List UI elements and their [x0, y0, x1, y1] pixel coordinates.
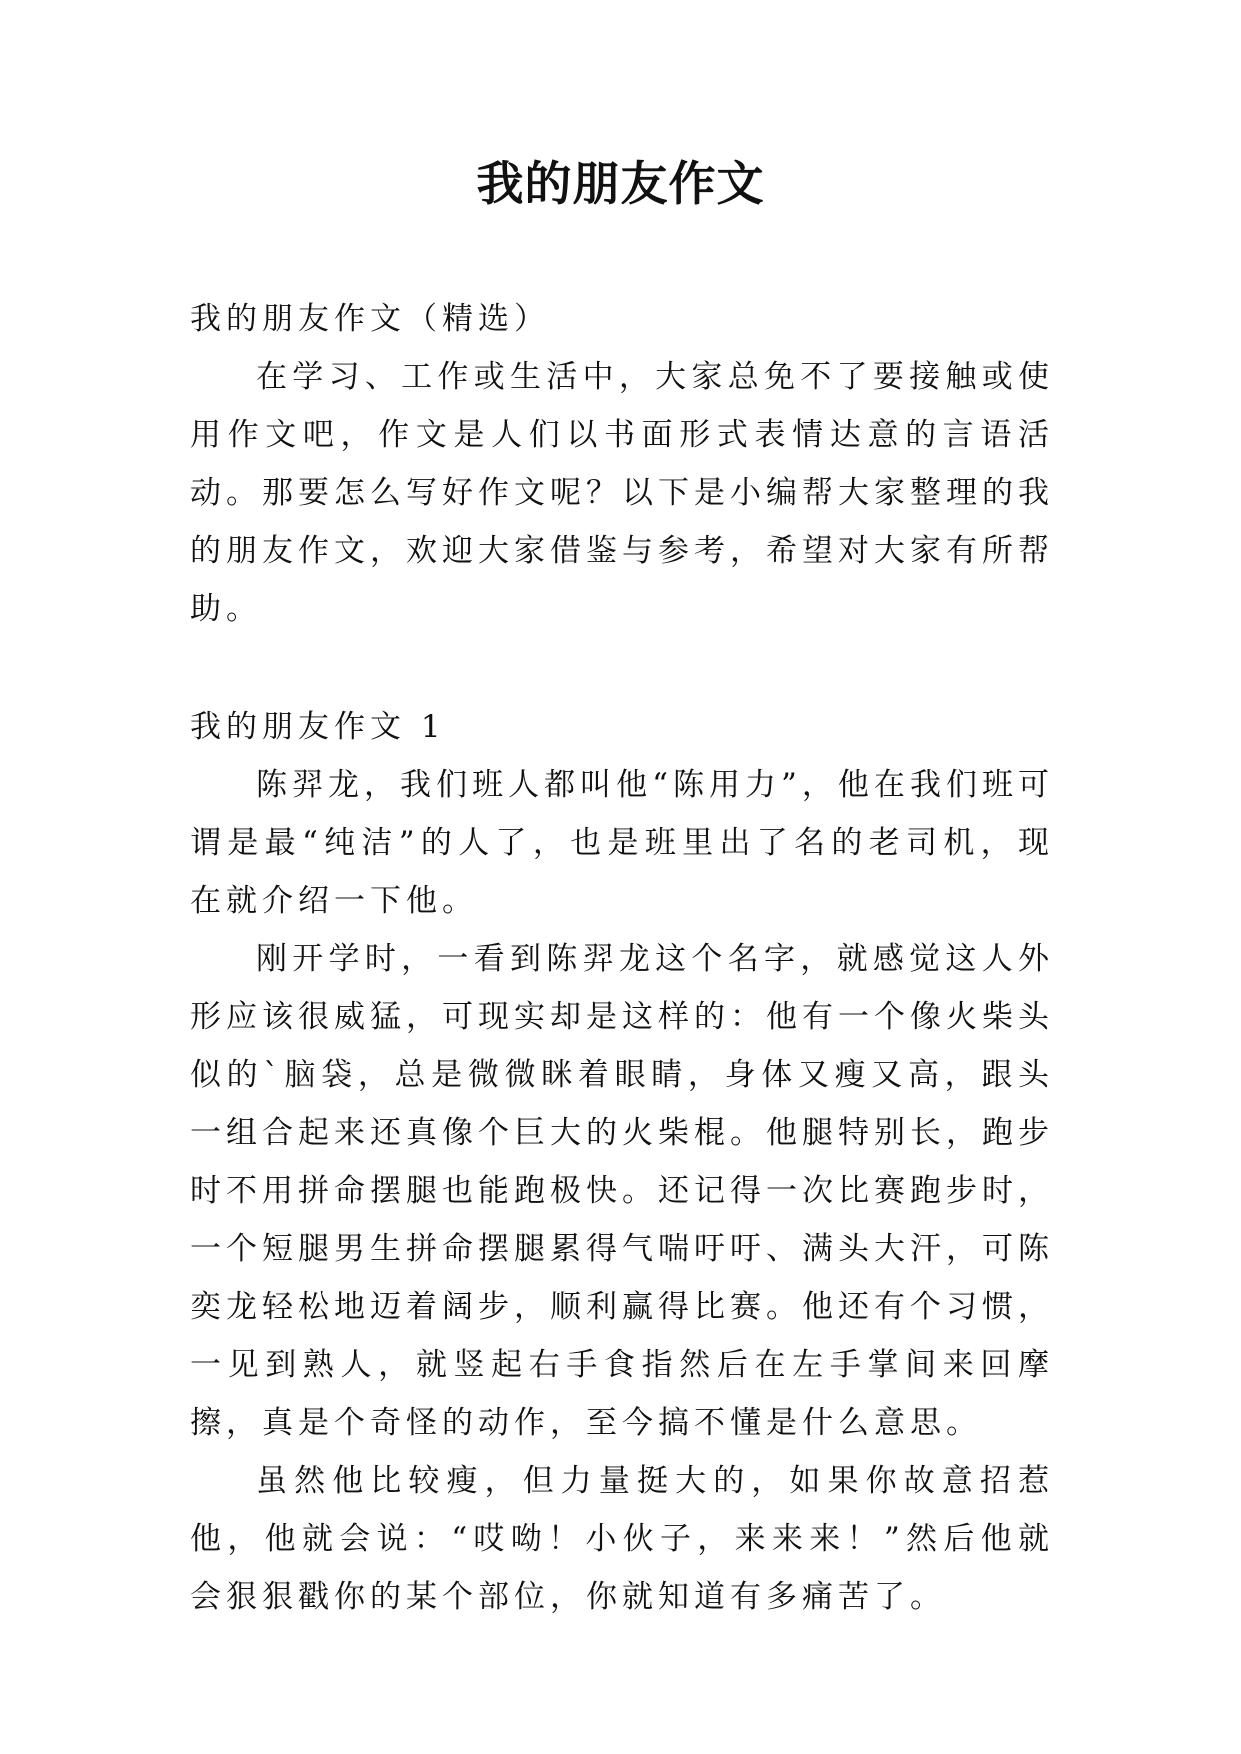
section-heading: 我的朋友作文 1: [190, 709, 446, 745]
document-title: 我的朋友作文: [476, 157, 765, 212]
body-paragraph: 陈羿龙，我们班人都叫他“陈用力”，他在我们班可谓是最“纯洁”的人了，也是班里出了名的老司机，现在就介绍一下他。: [190, 767, 1054, 919]
section-gap: [190, 638, 1054, 698]
document-subtitle: 我的朋友作文（精选）: [190, 301, 550, 337]
body-paragraph: 刚开学时，一看到陈羿龙这个名字，就感觉这人外形应该很威猛，可现实却是这样的：他有一个像火柴头似的`脑袋，总是微微眯着眼睛，身体又瘦又高，跟头一组合起来还真像个巨大的火柴棍。他腿特别长，跑步时不用拼命摆腿也能跑极快。还记得一次比赛跑步时，一个短腿男生拼命摆腿累得气喘吁吁、满头大汗，可陈奕龙轻松地迈着阔步，顺利赢得比赛。他还有个习惯，一见到熟人，就竖起右手食指然后在左手掌间来回摩擦，真是个奇怪的动作，至今搞不懂是什么意思。: [190, 941, 1054, 1441]
body-paragraph: 虽然他比较瘦，但力量挺大的，如果你故意招惹他，他就会说：“哎呦！小伙子，来来来！”然后他就会狠狠戳你的某个部位，你就知道有多痛苦了。: [190, 1463, 1054, 1615]
intro-paragraph: 在学习、工作或生活中，大家总免不了要接触或使用作文吧，作文是人们以书面形式表情达意的言语活动。那要怎么写好作文呢？以下是小编帮大家整理的我的朋友作文，欢迎大家借鉴与参考，希望对大家有所帮助。: [190, 359, 1054, 627]
document-body: [190, 290, 1054, 1626]
